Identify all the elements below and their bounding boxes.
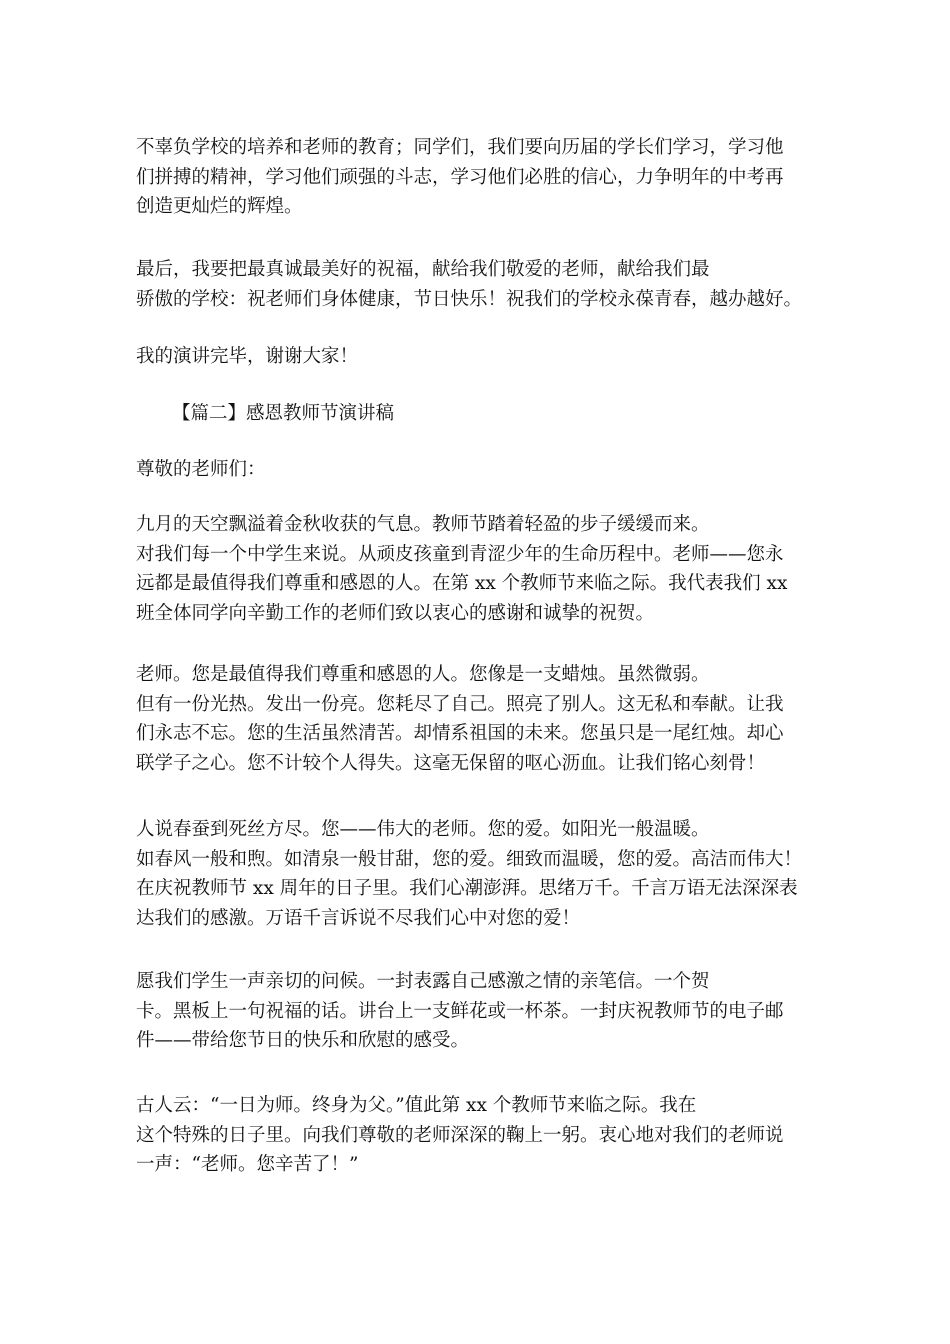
paragraph: 不辜负学校的培养和老师的教育；同学们，我们要向历届的学长们学习，学习他 们拼搏的精神，学习他们顽强的斗志，学习他们必胜的信心，力争明年的中考再 创造更灿烂的辉煌。 <box>136 137 784 217</box>
paragraph: 人说春蚕到死丝方尽。您——伟大的老师。您的爱。如阳光一般温暖。 如春风一般和煦。如清泉一般甘甜，您的爱。细致而温暖，您的爱。高洁而伟大！ 在庆祝教师节 xx 周年的日子里。我们心潮澎湃。思绪万千。千言万语无法深深表 达我们的感激。万语千言诉说不尽我们心中对您的爱！ <box>136 819 803 929</box>
paragraph: 最后，我要把最真诚最美好的祝福，献给我们敬爱的老师，献给我们最 骄傲的学校：祝老师们身体健康，节日快乐！祝我们的学校永葆青春，越办越好。 <box>136 259 803 310</box>
paragraph: 老师。您是最值得我们尊重和感恩的人。您像是一支蜡烛。虽然微弱。 但有一份光热。发出一份亮。您耗尽了自己。照亮了别人。这无私和奉献。让我 们永志不忘。您的生活虽然清苦。却情系祖国的未来。您虽只是一尾红烛。却心 联学子之心。您不计较个人得失。这毫无保留的呕心沥血。让我们铭心刻骨！ <box>136 664 784 774</box>
paragraph: 古人云：“一日为师。终身为父。”值此第 xx 个教师节来临之际。我在 这个特殊的日子里。向我们尊敬的老师深深的鞠上一躬。衷心地对我们的老师说 一声：“老师。您辛苦了！” <box>136 1095 784 1175</box>
paragraph: 九月的天空飘溢着金秋收获的气息。教师节踏着轻盈的步子缓缓而来。 对我们每一个中学生来说。从顽皮孩童到青涩少年的生命历程中。老师——您永 远都是最值得我们尊重和感恩的人。在第 xx 个教师节来临之际。我代表我们 xx 班全体同学向辛勤工作的老师们致以衷心的感谢和诚挚的祝贺。 <box>136 514 788 624</box>
paragraph: 尊敬的老师们： <box>136 459 266 480</box>
paragraph: 我的演讲完毕，谢谢大家！ <box>136 346 359 367</box>
section-heading: 【篇二】感恩教师节演讲稿 <box>172 403 395 424</box>
paragraph: 愿我们学生一声亲切的问候。一封表露自己感激之情的亲笔信。一个贺 卡。黑板上一句祝福的话。讲台上一支鲜花或一杯茶。一封庆祝教师节的电子邮 件——带给您节日的快乐和欣慰的感受。 <box>136 971 784 1051</box>
